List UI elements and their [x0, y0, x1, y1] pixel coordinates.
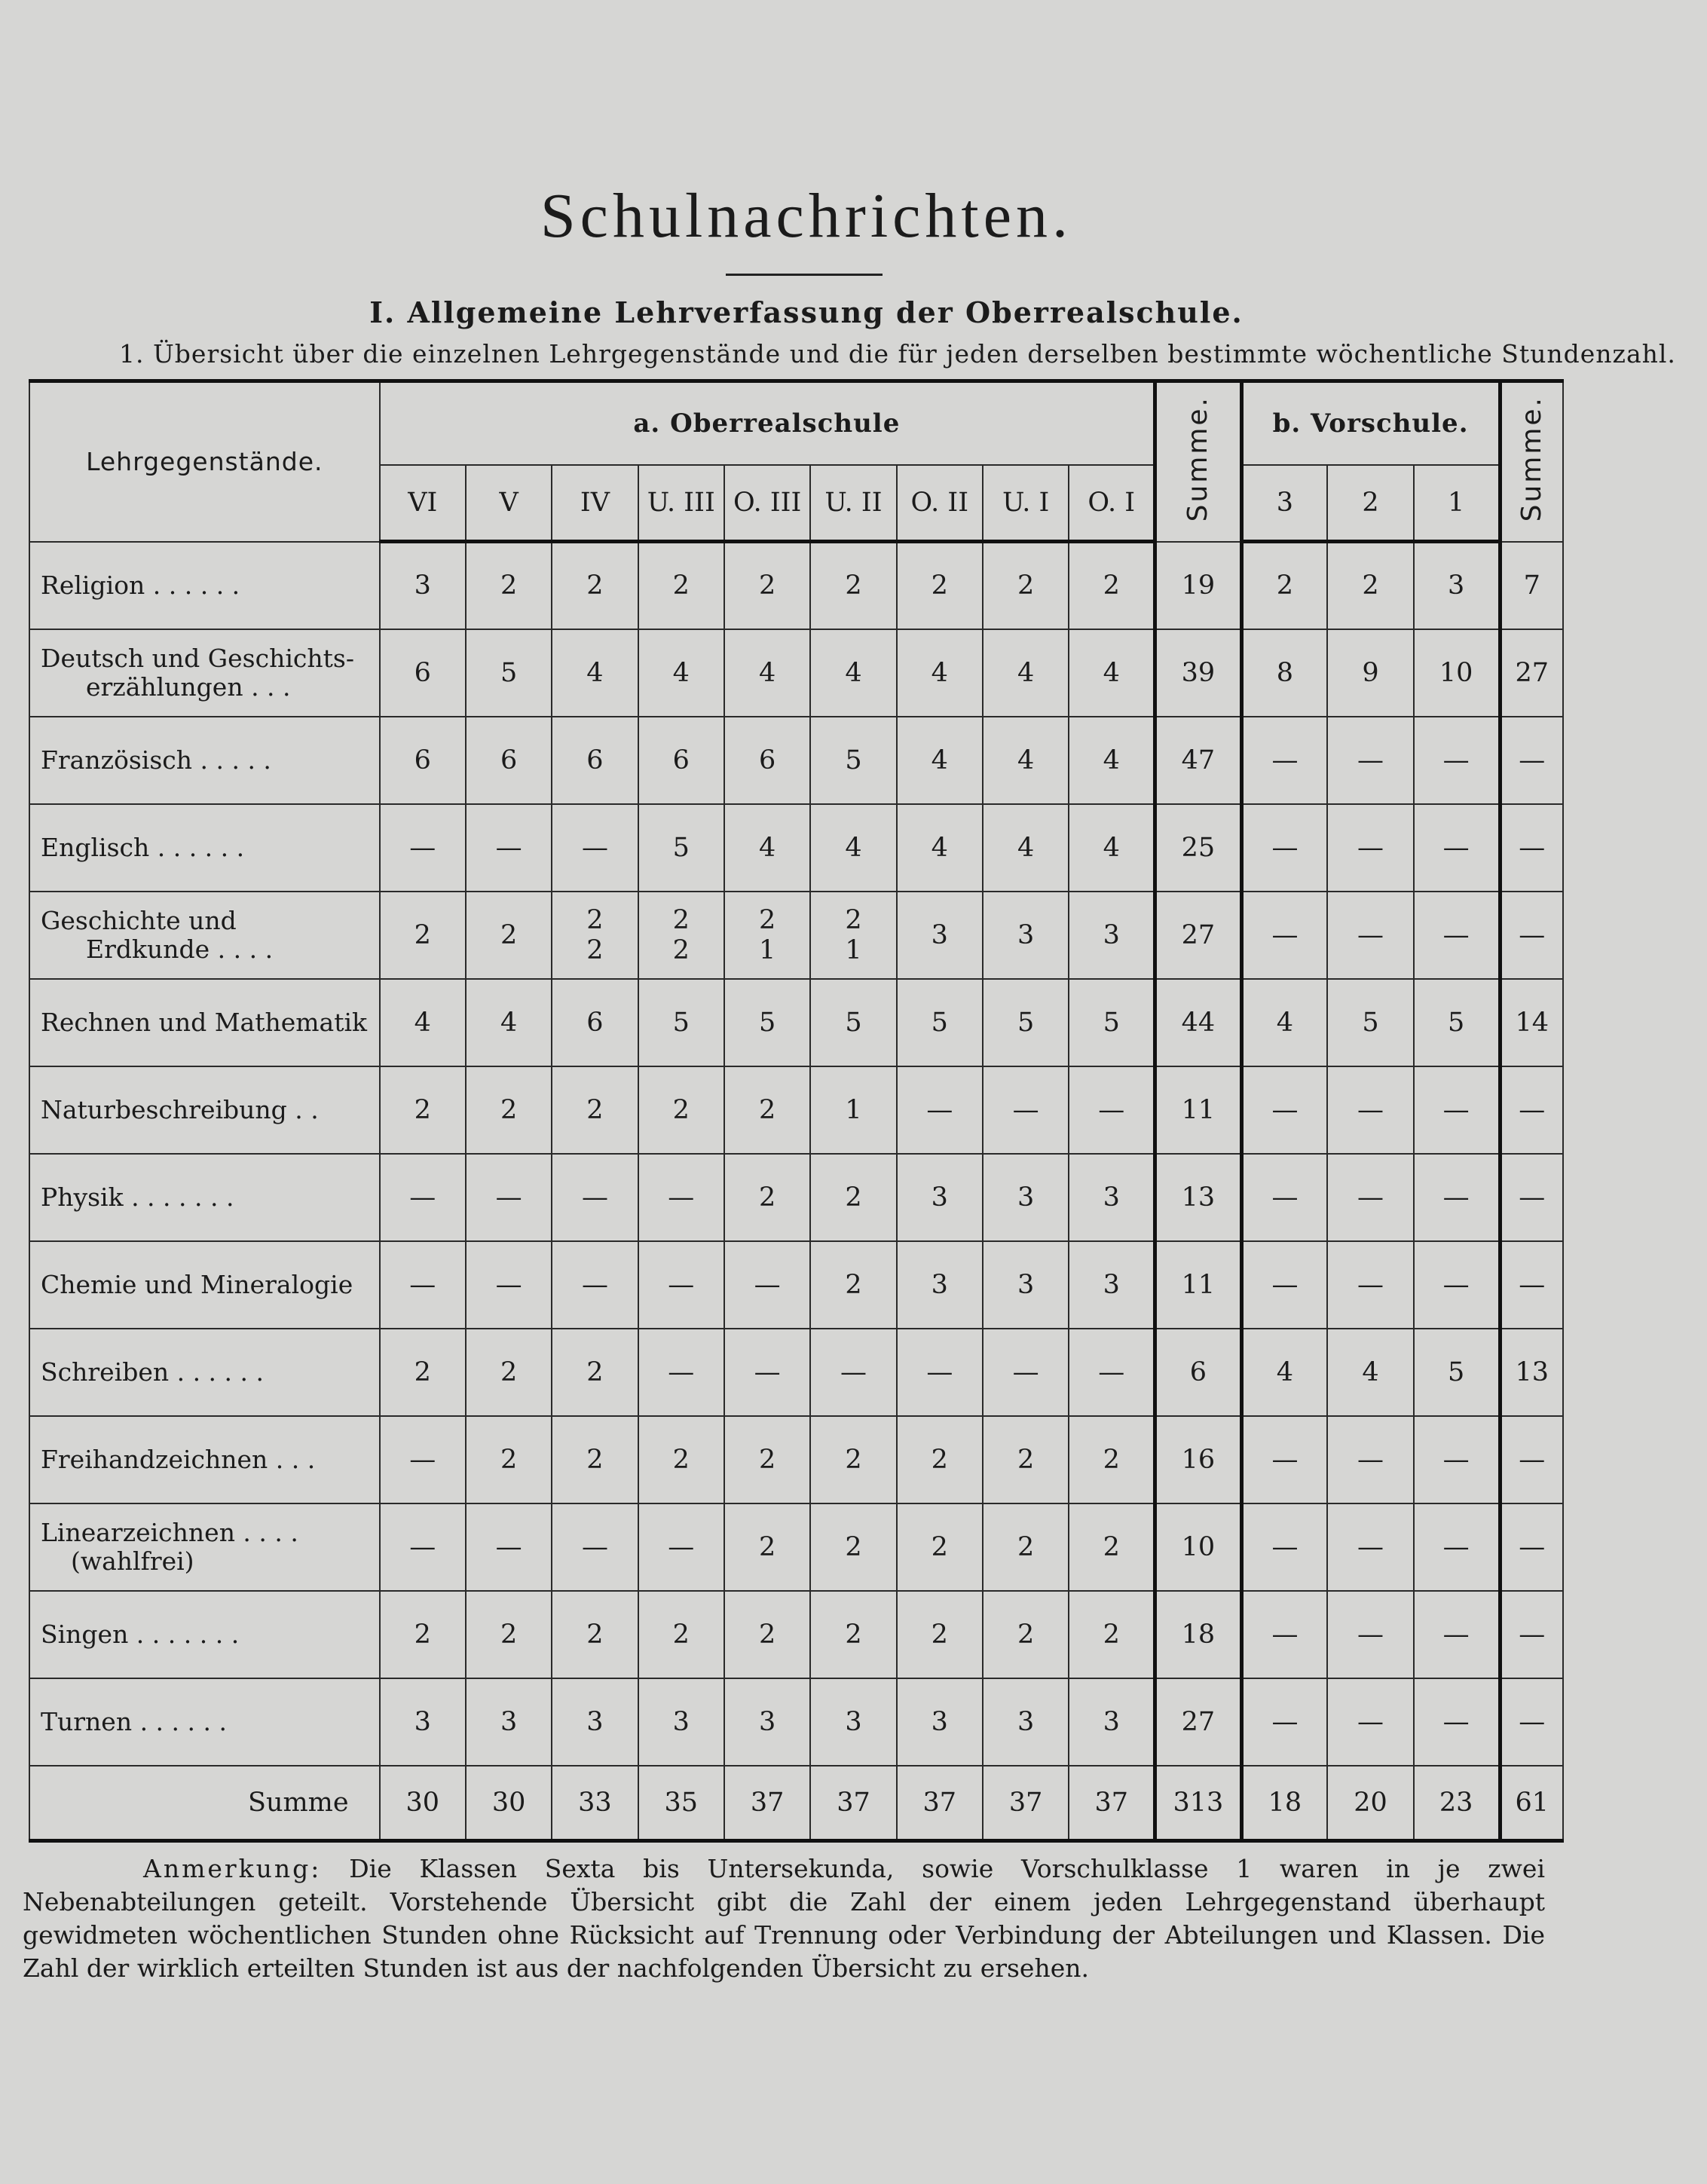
subject-cell	[29, 1591, 380, 1678]
hours-cell: 2	[810, 1154, 896, 1241]
hours-cell: —	[1414, 1241, 1500, 1329]
hours-cell: —	[1414, 1154, 1500, 1241]
hours-cell: —	[1327, 892, 1413, 979]
hours-cell: 6	[466, 717, 552, 804]
sum-b-header	[1500, 381, 1563, 542]
hours-cell: 4	[897, 717, 983, 804]
hours-cell: 35	[638, 1766, 724, 1841]
hours-cell: 47	[1155, 717, 1241, 804]
table-row	[29, 1591, 1563, 1678]
section-heading: I. Allgemeine Lehrverfassung der Oberrealschule.	[369, 295, 1244, 329]
hours-cell-part: 2	[586, 904, 604, 935]
hours-cell: 2	[466, 892, 552, 979]
hours-cell: 3	[810, 1678, 896, 1766]
table-row	[29, 1416, 1563, 1503]
hours-cell: —	[724, 1329, 810, 1416]
class-header-b: 3	[1241, 465, 1327, 542]
hours-cell: —	[552, 1241, 638, 1329]
subject-cell	[29, 979, 380, 1066]
hours-cell: —	[1414, 717, 1500, 804]
hours-cell: 5	[1069, 979, 1155, 1066]
class-header-a: O. I	[1069, 465, 1155, 542]
hours-cell: —	[380, 1503, 466, 1591]
hours-cell: 14	[1500, 979, 1563, 1066]
hours-cell: 5	[897, 979, 983, 1066]
subject-cell	[29, 629, 380, 717]
hours-cell: 2	[724, 1066, 810, 1154]
hours-cell: 13	[1155, 1154, 1241, 1241]
hours-cell: —	[1414, 1416, 1500, 1503]
hours-cell: 5	[466, 629, 552, 717]
hours-cell: 23	[1414, 1766, 1500, 1841]
hours-cell: 4	[1069, 629, 1155, 717]
class-header-a: U. III	[638, 465, 724, 542]
hours-cell: —	[466, 1503, 552, 1591]
class-header-a: O. III	[724, 465, 810, 542]
sum-a-header	[1155, 381, 1241, 542]
hours-cell: 3	[380, 542, 466, 629]
subject-label: Geschichte und	[41, 905, 237, 935]
class-header-a: U. I	[983, 465, 1069, 542]
hours-cell: 2	[466, 1591, 552, 1678]
hours-cell: 5	[1414, 979, 1500, 1066]
subject-label-line2: (wahlfrei)	[71, 1546, 194, 1576]
hours-cell: —	[1327, 1503, 1413, 1591]
hours-cell: 20	[1327, 1766, 1413, 1841]
hours-cell: —	[1327, 1066, 1413, 1154]
hours-cell: 4	[810, 629, 896, 717]
hours-cell: 3	[983, 1241, 1069, 1329]
hours-cell: 2	[897, 1591, 983, 1678]
hours-cell: 18	[1155, 1591, 1241, 1678]
lesson-hours-table	[29, 379, 1564, 1843]
hours-cell: —	[1500, 1678, 1563, 1766]
hours-cell: —	[1327, 1154, 1413, 1241]
table-row	[29, 1503, 1563, 1591]
hours-cell: —	[983, 1329, 1069, 1416]
hours-cell: —	[1241, 717, 1327, 804]
hours-cell: —	[1414, 1066, 1500, 1154]
hours-cell: 3	[724, 1678, 810, 1766]
hours-cell: —	[466, 804, 552, 892]
hours-cell: 4	[983, 629, 1069, 717]
table-row	[29, 979, 1563, 1066]
hours-cell: 4	[810, 804, 896, 892]
table-row	[29, 717, 1563, 804]
subject-cell	[29, 1066, 380, 1154]
hours-cell: 37	[1069, 1766, 1155, 1841]
subject-column-header: Lehrgegenstände.	[29, 381, 380, 542]
hours-cell: 2	[1069, 1503, 1155, 1591]
hours-cell: 2	[1327, 542, 1413, 629]
hours-cell: 5	[724, 979, 810, 1066]
hours-cell: 3	[552, 1678, 638, 1766]
table-row	[29, 804, 1563, 892]
subject-cell	[29, 1241, 380, 1329]
hours-cell: 2	[1069, 1416, 1155, 1503]
hours-cell: 11	[1155, 1066, 1241, 1154]
subject-cell	[29, 1329, 380, 1416]
subject-cell	[29, 717, 380, 804]
hours-cell: —	[1500, 1416, 1563, 1503]
hours-cell: 3	[983, 1154, 1069, 1241]
hours-cell: 2	[638, 542, 724, 629]
hours-cell: —	[1241, 804, 1327, 892]
hours-cell: 4	[983, 804, 1069, 892]
hours-cell: 2	[724, 1416, 810, 1503]
subject-cell	[29, 542, 380, 629]
hours-cell: —	[897, 1066, 983, 1154]
hours-cell: 19	[1155, 542, 1241, 629]
hours-cell: 5	[810, 717, 896, 804]
hours-cell: 2	[724, 1503, 810, 1591]
hours-cell: —	[1241, 1066, 1327, 1154]
subject-label: Englisch . . . . . .	[41, 832, 245, 862]
hours-cell: —	[1414, 804, 1500, 892]
class-header-a: VI	[380, 465, 466, 542]
table-row	[29, 1678, 1563, 1766]
hours-cell: 2	[1069, 542, 1155, 629]
hours-cell: 37	[810, 1766, 896, 1841]
subject-label: Deutsch und Geschichts-	[41, 643, 354, 673]
hours-cell: 13	[1500, 1329, 1563, 1416]
hours-cell: 5	[638, 804, 724, 892]
table-row	[29, 1329, 1563, 1416]
hours-cell: 5	[983, 979, 1069, 1066]
hours-cell: —	[810, 1329, 896, 1416]
footnote-lead: Anmerkung:	[143, 1854, 322, 1883]
hours-cell: 4	[1241, 979, 1327, 1066]
hours-cell: —	[1500, 1066, 1563, 1154]
hours-cell: 4	[724, 629, 810, 717]
hours-cell: 2	[466, 1329, 552, 1416]
hours-cell: 2	[810, 1503, 896, 1591]
hours-cell: —	[552, 804, 638, 892]
subject-label-line2: Erdkunde . . . .	[86, 934, 274, 964]
table-row	[29, 1066, 1563, 1154]
hours-cell: 6	[724, 717, 810, 804]
subject-label: Physik . . . . . . .	[41, 1182, 234, 1212]
hours-cell: —	[1241, 1591, 1327, 1678]
hours-cell: 2	[466, 542, 552, 629]
hours-cell: —	[1327, 1591, 1413, 1678]
hours-cell: 1	[810, 1066, 896, 1154]
hours-cell: —	[1414, 1678, 1500, 1766]
total-row	[29, 1766, 1563, 1841]
hours-cell: —	[1500, 717, 1563, 804]
hours-cell	[810, 892, 896, 979]
hours-cell: —	[1414, 892, 1500, 979]
hours-cell: —	[1327, 1416, 1413, 1503]
hours-cell: 5	[1327, 979, 1413, 1066]
page-title: Schulnachrichten.	[540, 181, 1073, 251]
hours-cell: —	[897, 1329, 983, 1416]
hours-cell: 6	[552, 717, 638, 804]
hours-cell: —	[724, 1241, 810, 1329]
subject-label: Schreiben . . . . . .	[41, 1357, 264, 1387]
hours-cell	[552, 892, 638, 979]
hours-cell: —	[983, 1066, 1069, 1154]
hours-cell: 10	[1414, 629, 1500, 717]
hours-cell: 37	[983, 1766, 1069, 1841]
hours-cell	[724, 892, 810, 979]
hours-cell: 2	[1241, 542, 1327, 629]
hours-cell: 27	[1155, 892, 1241, 979]
hours-cell: —	[1069, 1329, 1155, 1416]
subject-label-line2: erzählungen . . .	[86, 671, 291, 702]
hours-cell: 2	[552, 1329, 638, 1416]
hours-cell: 9	[1327, 629, 1413, 717]
hours-cell: 5	[1414, 1329, 1500, 1416]
hours-cell: —	[1241, 1416, 1327, 1503]
hours-cell: 2	[552, 542, 638, 629]
subject-label: Freihandzeichnen . . .	[41, 1444, 316, 1474]
class-header-b: 1	[1414, 465, 1500, 542]
hours-cell: 3	[897, 892, 983, 979]
subject-cell	[29, 1503, 380, 1591]
hours-cell: 37	[897, 1766, 983, 1841]
hours-cell: 2	[552, 1066, 638, 1154]
hours-cell: 2	[810, 1241, 896, 1329]
hours-cell: 2	[810, 1591, 896, 1678]
subject-cell	[29, 1678, 380, 1766]
hours-cell: 18	[1241, 1766, 1327, 1841]
hours-cell: —	[1500, 892, 1563, 979]
hours-cell: 4	[638, 629, 724, 717]
table-caption: 1. Übersicht über die einzelnen Lehrgegenstände und die für jeden derselben bestimmte wöchentliche Stundenzahl.	[119, 339, 1676, 369]
hours-cell: 3	[897, 1241, 983, 1329]
hours-cell: 30	[466, 1766, 552, 1841]
hours-cell: 3	[897, 1678, 983, 1766]
hours-cell: 4	[897, 804, 983, 892]
hours-cell: —	[638, 1329, 724, 1416]
hours-cell: 2	[638, 1591, 724, 1678]
subject-label: Linearzeichnen . . . .	[41, 1517, 298, 1547]
hours-cell: 2	[810, 542, 896, 629]
hours-cell: —	[1500, 1591, 1563, 1678]
hours-cell: —	[1500, 1241, 1563, 1329]
hours-cell: 2	[638, 1416, 724, 1503]
table-row	[29, 542, 1563, 629]
hours-cell: 61	[1500, 1766, 1563, 1841]
total-label: Summe	[29, 1766, 380, 1841]
hours-cell-part: 2	[672, 934, 690, 965]
hours-cell-part: 2	[758, 904, 776, 935]
hours-cell: 3	[983, 892, 1069, 979]
hours-cell: 5	[638, 979, 724, 1066]
hours-cell: 6	[380, 717, 466, 804]
class-header-a: IV	[552, 465, 638, 542]
hours-cell: 2	[897, 1416, 983, 1503]
table-row	[29, 892, 1563, 979]
hours-cell: 6	[380, 629, 466, 717]
hours-cell: 30	[380, 1766, 466, 1841]
subject-cell	[29, 1154, 380, 1241]
hours-cell: 33	[552, 1766, 638, 1841]
hours-cell: 2	[983, 1503, 1069, 1591]
hours-cell: 37	[724, 1766, 810, 1841]
hours-cell: —	[1241, 1678, 1327, 1766]
hours-cell: 3	[1069, 892, 1155, 979]
hours-cell: 2	[466, 1066, 552, 1154]
hours-cell: —	[1414, 1503, 1500, 1591]
hours-cell: —	[1241, 1154, 1327, 1241]
subject-cell	[29, 804, 380, 892]
title-divider	[726, 274, 883, 276]
footnote-text: Die Klassen Sexta bis Untersekunda, sowie Vorschulklasse 1 waren in je zwei Nebenabteilungen geteilt. Vorstehende Übersicht gibt die Zahl der einem jeden Lehrgegenstand überhaupt gewidmeten wöchentlichen Stunden ohne Rücksicht auf Trennung oder Verbindung der Abteilungen und Klassen. Die Zahl der wirklich erteilten Stunden ist aus der nachfolgenden Übersicht zu ersehen.	[23, 1854, 1545, 1983]
subject-label: Chemie und Mineralogie	[41, 1269, 353, 1299]
hours-cell: 2	[897, 542, 983, 629]
hours-cell: 27	[1155, 1678, 1241, 1766]
hours-cell-part: 2	[672, 904, 690, 935]
hours-cell: —	[638, 1241, 724, 1329]
hours-cell: 2	[810, 1416, 896, 1503]
hours-cell: 4	[724, 804, 810, 892]
hours-cell: —	[380, 1241, 466, 1329]
subject-label: Turnen . . . . . .	[41, 1706, 227, 1736]
class-header-a: U. II	[810, 465, 896, 542]
subject-label: Rechnen und Mathematik	[41, 1007, 368, 1037]
hours-cell: 5	[810, 979, 896, 1066]
hours-cell: 44	[1155, 979, 1241, 1066]
hours-cell: 6	[638, 717, 724, 804]
hours-cell: —	[638, 1154, 724, 1241]
footnote	[23, 1852, 1545, 1985]
class-header-b: 2	[1327, 465, 1413, 542]
sum-a-header-label: Summe.	[1182, 395, 1214, 522]
hours-cell: 2	[983, 542, 1069, 629]
hours-cell: 3	[380, 1678, 466, 1766]
hours-cell: 11	[1155, 1241, 1241, 1329]
hours-cell: 4	[1069, 717, 1155, 804]
hours-cell: —	[1500, 1154, 1563, 1241]
hours-cell: 313	[1155, 1766, 1241, 1841]
table-row	[29, 1154, 1563, 1241]
hours-cell: 2	[638, 1066, 724, 1154]
hours-cell: —	[638, 1503, 724, 1591]
hours-cell: 10	[1155, 1503, 1241, 1591]
table-body	[29, 542, 1563, 1841]
hours-cell: 3	[1069, 1241, 1155, 1329]
hours-cell: 3	[897, 1154, 983, 1241]
subject-label: Religion . . . . . .	[41, 570, 240, 600]
hours-cell: 39	[1155, 629, 1241, 717]
hours-cell: 2	[466, 1416, 552, 1503]
hours-cell: 2	[380, 1591, 466, 1678]
hours-cell: 2	[983, 1416, 1069, 1503]
class-header-a: O. II	[897, 465, 983, 542]
hours-cell: —	[380, 1154, 466, 1241]
hours-cell: 4	[1241, 1329, 1327, 1416]
hours-cell: —	[552, 1154, 638, 1241]
hours-cell-part: 2	[845, 904, 862, 935]
hours-cell: —	[552, 1503, 638, 1591]
hours-cell: 2	[1069, 1591, 1155, 1678]
hours-cell: —	[1241, 892, 1327, 979]
hours-cell: 7	[1500, 542, 1563, 629]
hours-cell: 4	[983, 717, 1069, 804]
hours-cell: —	[380, 1416, 466, 1503]
hours-cell: 3	[1414, 542, 1500, 629]
hours-cell: 3	[983, 1678, 1069, 1766]
hours-cell: 3	[1069, 1154, 1155, 1241]
hours-cell: 2	[983, 1591, 1069, 1678]
hours-cell: —	[466, 1154, 552, 1241]
group-b-header: b. Vorschule.	[1241, 381, 1500, 466]
hours-cell: 3	[638, 1678, 724, 1766]
hours-cell-part: 1	[758, 934, 776, 965]
hours-cell: 2	[380, 1066, 466, 1154]
hours-cell: —	[1241, 1241, 1327, 1329]
table-row	[29, 629, 1563, 717]
hours-cell: 27	[1500, 629, 1563, 717]
hours-cell: —	[1414, 1591, 1500, 1678]
hours-cell: 2	[552, 1591, 638, 1678]
table-row	[29, 1241, 1563, 1329]
hours-cell: 6	[552, 979, 638, 1066]
hours-cell: 4	[466, 979, 552, 1066]
hours-cell: —	[1069, 1066, 1155, 1154]
hours-cell: 3	[466, 1678, 552, 1766]
hours-cell: 2	[724, 1591, 810, 1678]
hours-cell: 4	[897, 629, 983, 717]
hours-cell: —	[1500, 1503, 1563, 1591]
subject-label: Naturbeschreibung . .	[41, 1094, 319, 1124]
hours-cell: —	[1327, 1241, 1413, 1329]
hours-cell: 6	[1155, 1329, 1241, 1416]
hours-cell: 2	[724, 542, 810, 629]
hours-cell: 4	[552, 629, 638, 717]
hours-cell: 2	[552, 1416, 638, 1503]
hours-cell: 2	[380, 1329, 466, 1416]
sum-b-header-label: Summe.	[1516, 395, 1548, 522]
subject-label: Singen . . . . . . .	[41, 1619, 240, 1649]
hours-cell: 4	[1327, 1329, 1413, 1416]
subject-cell	[29, 892, 380, 979]
hours-cell: —	[380, 804, 466, 892]
hours-cell: 2	[897, 1503, 983, 1591]
hours-cell	[638, 892, 724, 979]
hours-cell: —	[1241, 1503, 1327, 1591]
group-a-header: a. Oberrealschule	[380, 381, 1155, 466]
hours-cell: —	[1327, 804, 1413, 892]
hours-cell: 25	[1155, 804, 1241, 892]
class-header-a: V	[466, 465, 552, 542]
hours-cell: 2	[724, 1154, 810, 1241]
hours-cell: —	[1500, 804, 1563, 892]
subject-label: Französisch . . . . .	[41, 745, 271, 775]
hours-cell: 4	[380, 979, 466, 1066]
lesson-hours-table-wrapper	[29, 379, 1564, 1843]
hours-cell: 8	[1241, 629, 1327, 717]
hours-cell-part: 2	[586, 934, 604, 965]
hours-cell: 16	[1155, 1416, 1241, 1503]
hours-cell: 3	[1069, 1678, 1155, 1766]
hours-cell: —	[1327, 1678, 1413, 1766]
subject-cell	[29, 1416, 380, 1503]
hours-cell: 2	[380, 892, 466, 979]
hours-cell: 4	[1069, 804, 1155, 892]
hours-cell: —	[1327, 717, 1413, 804]
hours-cell-part: 1	[845, 934, 862, 965]
hours-cell: —	[466, 1241, 552, 1329]
